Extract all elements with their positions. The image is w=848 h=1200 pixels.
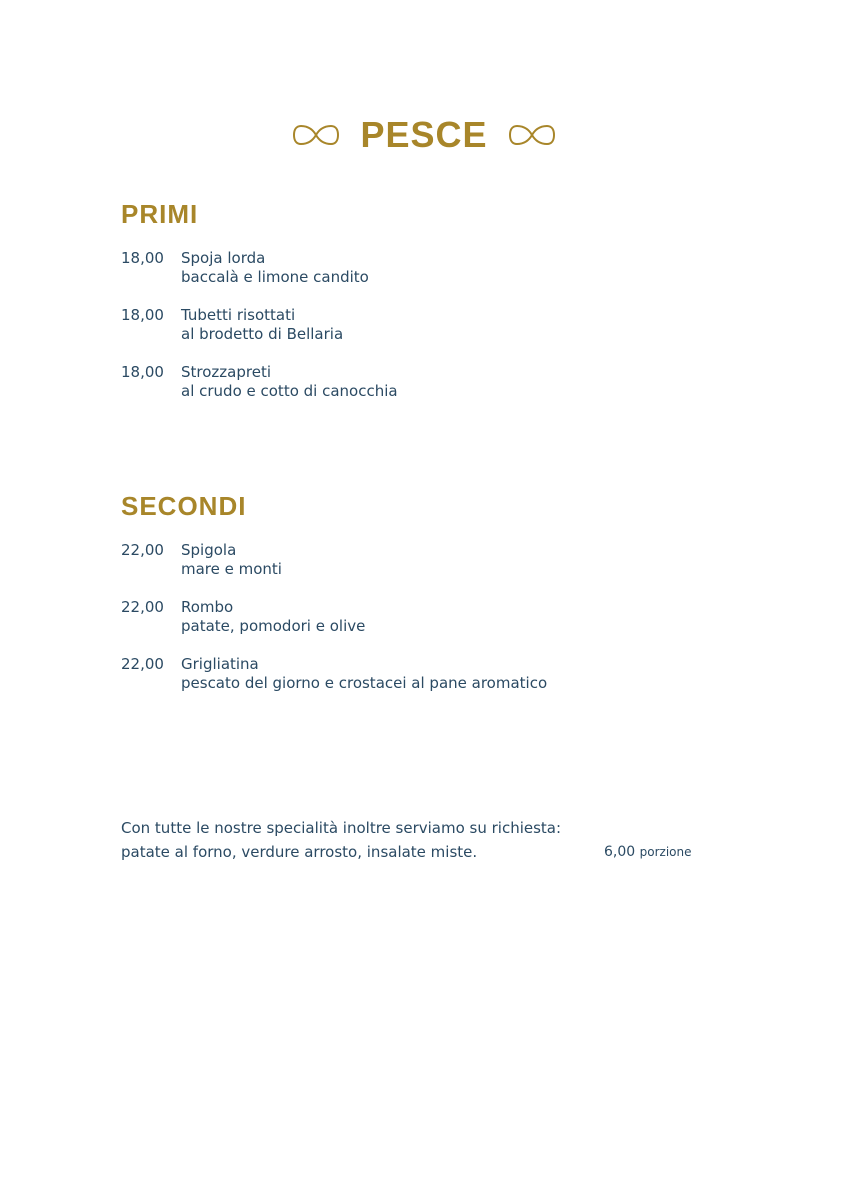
item-name: Tubetti risottati <box>181 306 296 324</box>
page-header <box>0 108 848 162</box>
infinity-ornament-icon <box>508 124 556 146</box>
secondi-list <box>121 541 547 712</box>
menu-item <box>121 541 547 598</box>
item-price: 22,00 <box>121 655 164 673</box>
item-description: al brodetto di Bellaria <box>181 325 344 343</box>
item-price: 22,00 <box>121 541 164 559</box>
menu-item <box>121 598 547 655</box>
sides-price: 6,00 <box>604 844 636 860</box>
menu-item <box>121 249 398 306</box>
sides-price-unit: porzione <box>639 845 692 859</box>
sides-price-group <box>604 839 691 865</box>
footer-intro: Con tutte le nostre specialità inoltre serviamo su richiesta: <box>121 819 562 837</box>
page-title: PESCE <box>360 114 488 155</box>
item-price: 22,00 <box>121 598 164 616</box>
item-price: 18,00 <box>121 363 164 381</box>
primi-list <box>121 249 398 420</box>
footer-sides-row <box>121 839 701 865</box>
menu-item <box>121 655 547 712</box>
item-name: Strozzapreti <box>181 363 271 381</box>
footer-note <box>121 817 701 865</box>
item-name: Grigliatina <box>181 655 259 673</box>
infinity-ornament-icon <box>292 124 340 146</box>
item-price: 18,00 <box>121 306 164 324</box>
item-description: patate, pomodori e olive <box>181 617 366 635</box>
item-description: mare e monti <box>181 560 282 578</box>
item-description: pescato del giorno e crostacei al pane aromatico <box>181 674 548 692</box>
section-title-secondi: SECONDI <box>121 491 247 521</box>
item-description: baccalà e limone candito <box>181 268 369 286</box>
item-description: al crudo e cotto di canocchia <box>181 382 398 400</box>
item-name: Spigola <box>181 541 237 559</box>
section-title-primi: PRIMI <box>121 199 199 229</box>
item-name: Rombo <box>181 598 234 616</box>
item-price: 18,00 <box>121 249 164 267</box>
footer-sides: patate al forno, verdure arrosto, insalate miste. <box>121 843 478 861</box>
item-name: Spoja lorda <box>181 249 266 267</box>
menu-item <box>121 306 398 363</box>
menu-item <box>121 363 398 420</box>
